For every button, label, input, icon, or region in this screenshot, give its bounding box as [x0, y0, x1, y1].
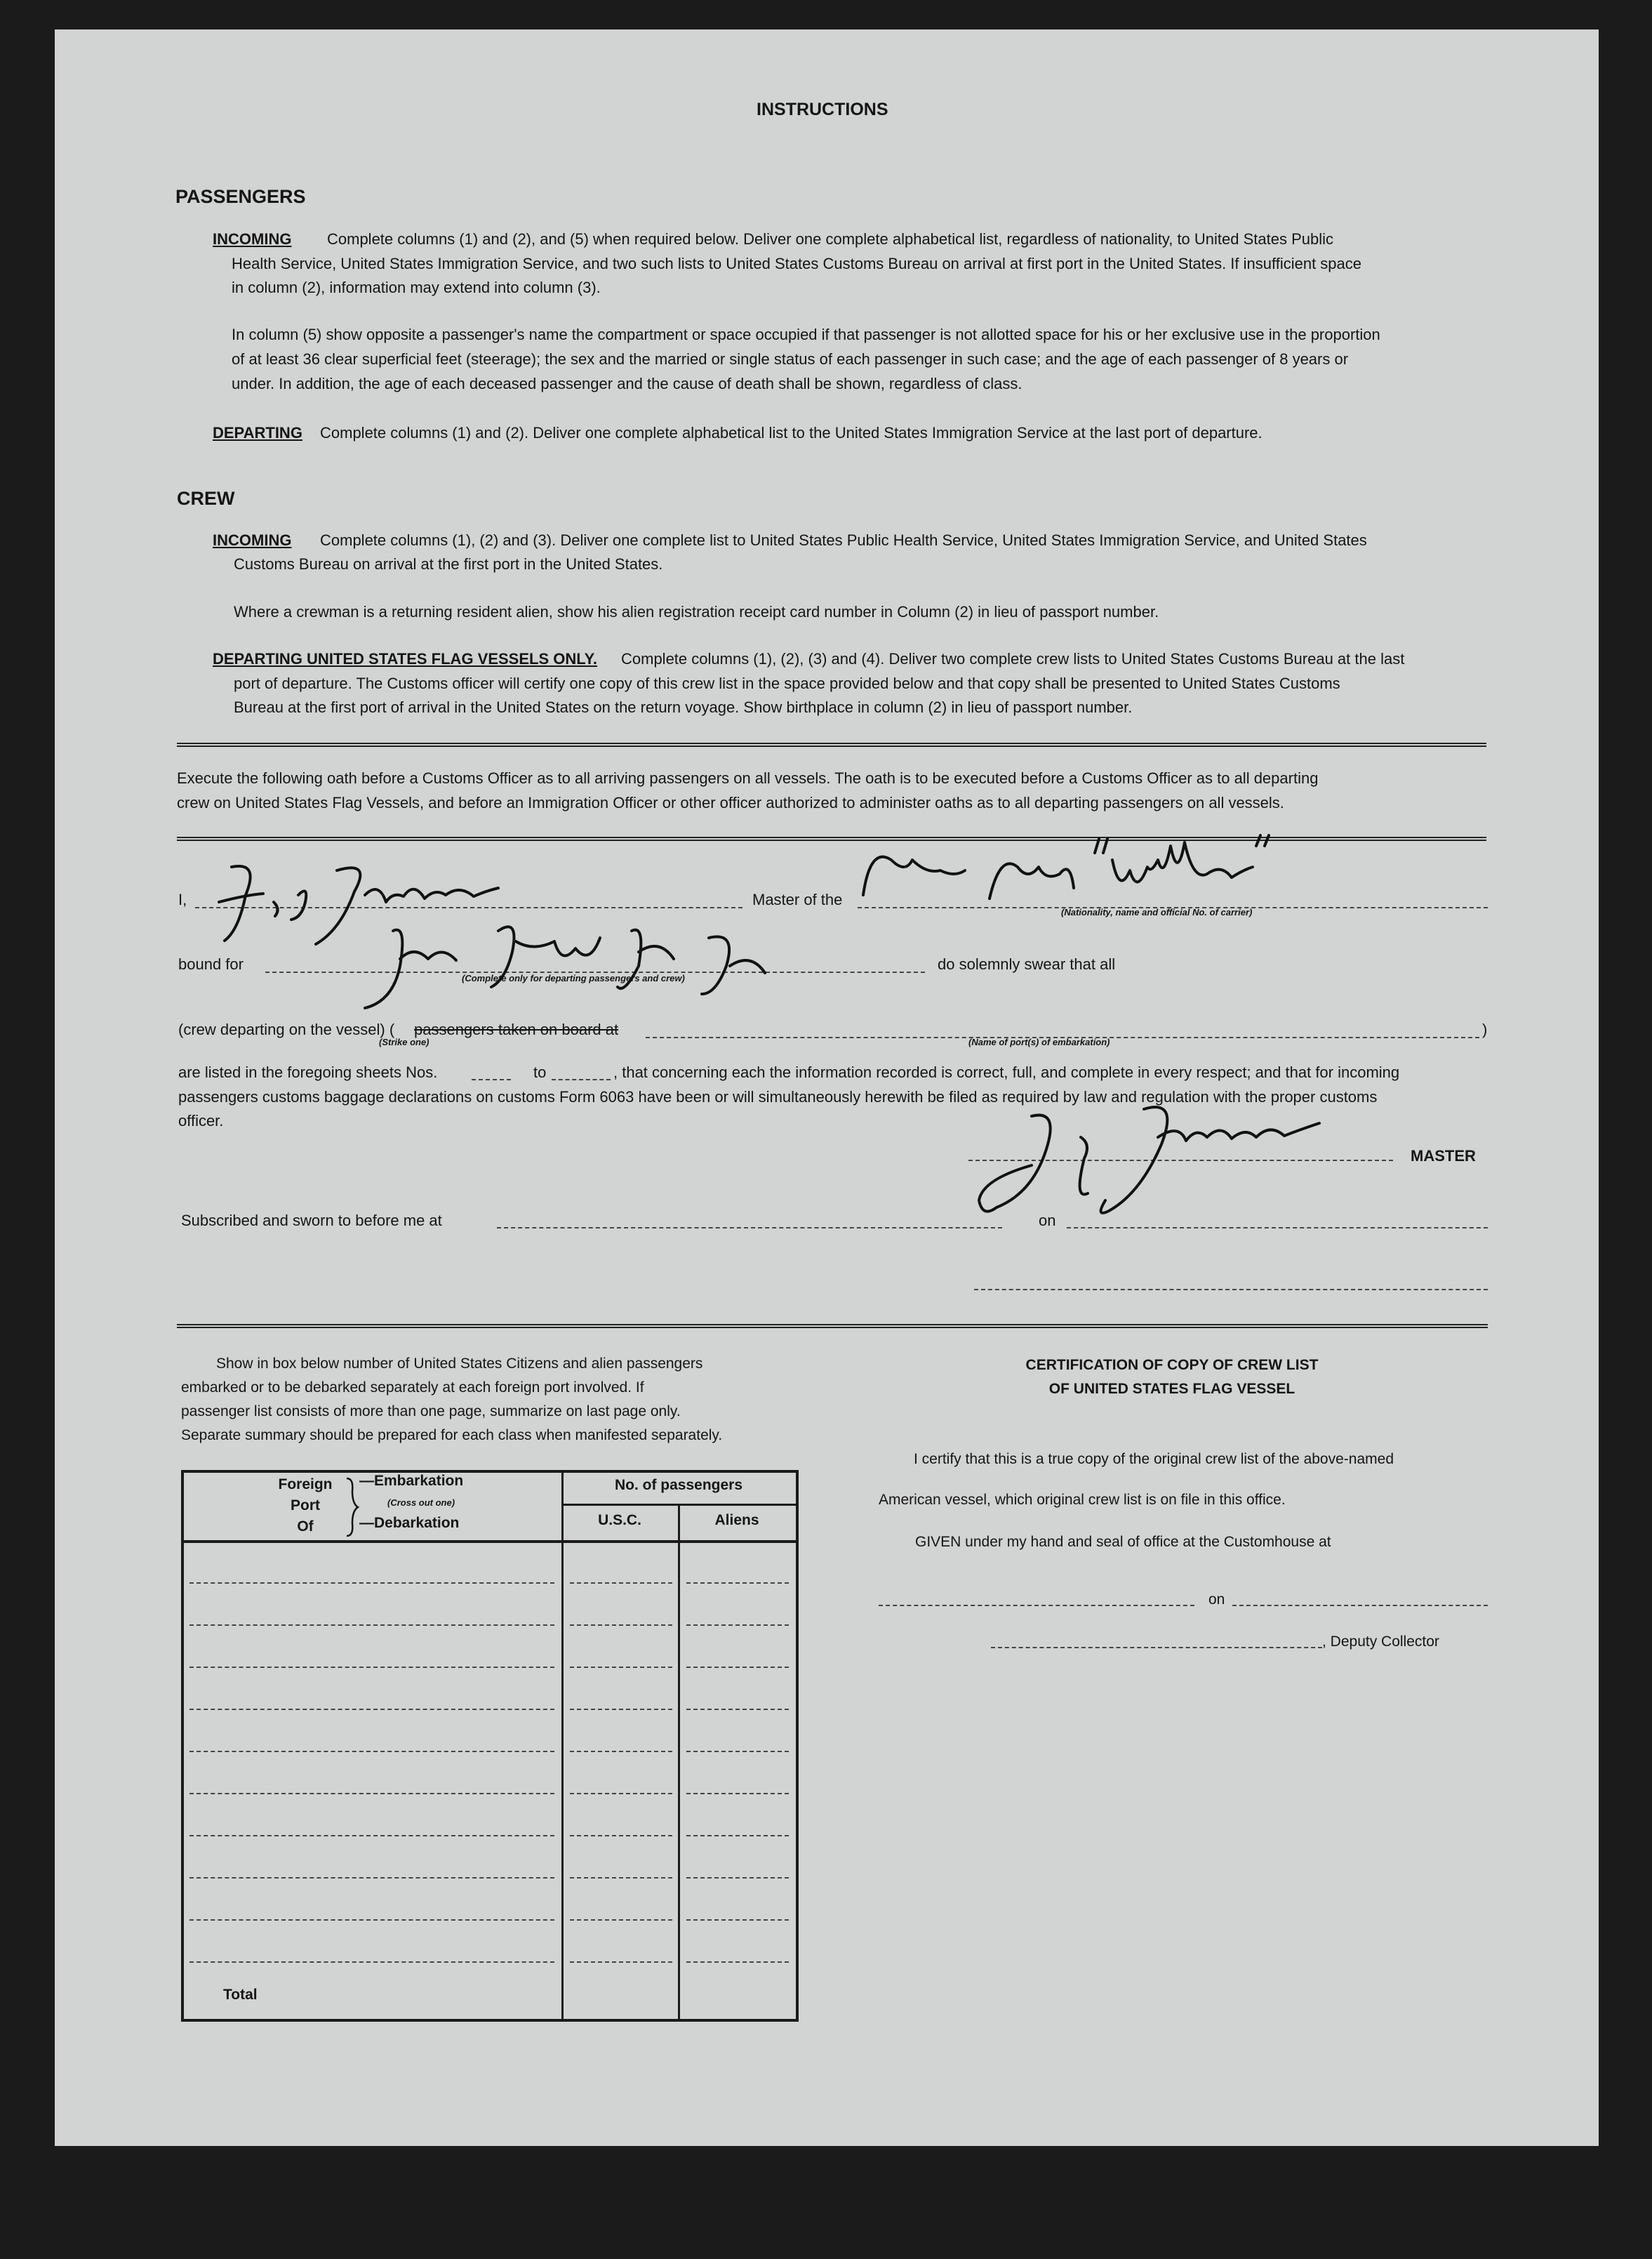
table-row-line[interactable] [189, 1582, 554, 1584]
table-row-line[interactable] [686, 1919, 789, 1921]
table-row-line[interactable] [570, 1751, 672, 1752]
table-divider [561, 1504, 796, 1506]
table-row-line[interactable] [686, 1793, 789, 1794]
crew-departing-text: (crew departing on the vessel) ( [178, 1021, 395, 1038]
sworn-on-text: on [1039, 1212, 1056, 1229]
table-row-line[interactable] [189, 1919, 554, 1921]
customhouse-line[interactable] [879, 1605, 1194, 1606]
aliens-label: Aliens [714, 1512, 759, 1528]
close-paren: ) [1482, 1021, 1488, 1038]
table-row-line[interactable] [570, 1667, 672, 1668]
table-row-line[interactable] [189, 1751, 554, 1752]
master-label: MASTER [1411, 1147, 1476, 1165]
crew-heading: CREW [177, 488, 235, 509]
given-text: GIVEN under my hand and seal of office at the Customhouse at [915, 1534, 1331, 1550]
foreign-port-label: Foreign Port Of [278, 1476, 333, 1535]
oath-rest-line-1: , that concerning each the information recorded is correct, full, and complete in every respect; and that for incoming [613, 1064, 1400, 1081]
table-row-line[interactable] [686, 1961, 789, 1963]
passengers-incoming-line-3: in column (2), information may extend into column (3). [232, 279, 601, 296]
oath-intro-line-1: Execute the following oath before a Customs Officer as to all arriving passengers on all vessels. The oath is to be executed before a Customs Officer as to all departing [177, 769, 1319, 787]
bound-for-label: bound for [178, 955, 244, 973]
subscribed-text: Subscribed and sworn to before me at [181, 1212, 442, 1229]
table-row-line[interactable] [570, 1709, 672, 1710]
summary-line-4: Separate summary should be prepared for each class when manifested separately. [181, 1427, 723, 1443]
to-text: to [533, 1064, 547, 1081]
certification-line-1: I certify that this is a true copy of the original crew list of the above-named [914, 1451, 1394, 1467]
table-row-line[interactable] [570, 1793, 672, 1794]
passengers-taken-text: passengers taken on board at [414, 1021, 619, 1038]
vessel-name-handwriting [849, 832, 1284, 916]
table-row-line[interactable] [570, 1582, 672, 1584]
table-row-line[interactable] [686, 1624, 789, 1626]
table-row-line[interactable] [189, 1667, 554, 1668]
crew-departing-line-3: Bureau at the first port of arrival in the United States on the return voyage. Show birthplace in column (2) in lieu of passport number. [234, 698, 1133, 716]
carrier-caption: (Nationality, name and official No. of carrier) [1061, 907, 1253, 917]
table-row-line[interactable] [686, 1709, 789, 1710]
total-label: Total [223, 1987, 258, 2003]
sheet-from-line[interactable] [472, 1079, 511, 1080]
crew-departing-line-2: port of departure. The Customs officer will certify one copy of this crew list in the space provided below and that copy shall be presented to United States Customs [234, 675, 1340, 692]
certification-title: CERTIFICATION OF COPY OF CREW LIST OF UNITED STATES FLAG VESSEL [1025, 1357, 1319, 1397]
summary-line-3: passenger list consists of more than one page, summarize on last page only. [181, 1403, 681, 1419]
crew-departing-line-1: Complete columns (1), (2), (3) and (4). Deliver two complete crew lists to United States Customs Bureau at the last [621, 650, 1405, 668]
oath-intro-line-2: crew on United States Flag Vessels, and before an Immigration Officer or other officer authorized to administer oaths as to all departing passengers on all vessels. [177, 794, 1284, 811]
crew-incoming-label: INCOMING [213, 531, 292, 549]
table-row-line[interactable] [570, 1919, 672, 1921]
deputy-signature-line[interactable] [991, 1647, 1322, 1648]
deputy-collector-text: , Deputy Collector [1322, 1634, 1439, 1650]
section-divider [177, 837, 1486, 841]
summary-line-1: Show in box below number of United States Citizens and alien passengers [216, 1356, 703, 1372]
passengers-heading: PASSENGERS [175, 186, 306, 207]
section-divider [177, 1324, 1488, 1328]
table-row-line[interactable] [189, 1624, 554, 1626]
bound-for-handwriting [344, 910, 821, 1015]
table-row-line[interactable] [570, 1961, 672, 1963]
table-divider [678, 1505, 680, 2019]
table-header-rule [181, 1540, 796, 1543]
certification-on-text: on [1208, 1591, 1225, 1608]
section-divider [177, 743, 1486, 747]
column5-line-3: under. In addition, the age of each deceased passenger and the cause of death shall be shown, regardless of class. [232, 375, 1022, 392]
crew-incoming-line-2: Customs Bureau on arrival at the first port in the United States. [234, 555, 663, 573]
passengers-incoming-label: INCOMING [213, 230, 292, 248]
master-signature [968, 1095, 1333, 1228]
table-row-line[interactable] [686, 1877, 789, 1879]
table-row-line[interactable] [189, 1961, 554, 1963]
embark-caption: (Name of port(s) of embarkation) [968, 1037, 1110, 1047]
table-row-line[interactable] [686, 1835, 789, 1836]
passengers-incoming-line-2: Health Service, United States Immigration Service, and two such lists to United States Customs Bureau on arrival at first port in the United States. If insufficient space [232, 255, 1362, 272]
table-row-line[interactable] [686, 1751, 789, 1752]
crew-incoming-line-1: Complete columns (1), (2) and (3). Deliver one complete list to United States Public Health Service, United States Immigration Service, and United States [320, 531, 1367, 549]
oath-rest-line-2: passengers customs baggage declarations on customs Form 6063 have been or will simultaneously herewith be filed as required by law and regulation with the proper customs [178, 1088, 1378, 1106]
certification-date-line[interactable] [1232, 1605, 1488, 1606]
table-row-line[interactable] [570, 1624, 672, 1626]
sworn-place-line[interactable] [497, 1227, 1002, 1228]
page-title: INSTRUCTIONS [757, 100, 888, 119]
master-of-label: Master of the [752, 891, 843, 908]
table-row-line[interactable] [189, 1877, 554, 1879]
summary-line-2: embarked or to be debarked separately at each foreign port involved. If [181, 1379, 644, 1396]
table-divider [561, 1470, 564, 2019]
crew-departing-label: DEPARTING UNITED STATES FLAG VESSELS ONLY. [213, 650, 598, 668]
oath-rest-line-3: officer. [178, 1112, 224, 1130]
officer-signature-line[interactable] [974, 1289, 1488, 1290]
table-row-line[interactable] [686, 1582, 789, 1584]
crew-resident-text: Where a crewman is a returning resident alien, show his alien registration receipt card number in Column (2) in lieu of passport number. [234, 603, 1159, 621]
table-row-line[interactable] [189, 1835, 554, 1836]
passenger-summary-table [181, 1470, 799, 2022]
strike-caption: (Strike one) [379, 1037, 429, 1047]
table-row-line[interactable] [570, 1835, 672, 1836]
usc-label: U.S.C. [598, 1512, 641, 1528]
brace-icon [344, 1476, 361, 1539]
swear-text: do solemnly swear that all [938, 955, 1116, 973]
column5-line-1: In column (5) show opposite a passenger's name the compartment or space occupied if that passenger is not allotted space for his or her exclusive use in the proportion [232, 326, 1380, 343]
table-row-line[interactable] [189, 1709, 554, 1710]
embarkation-label: —Embarkation [359, 1473, 464, 1489]
passengers-incoming-line-1: Complete columns (1) and (2), and (5) when required below. Deliver one complete alphabetical list, regardless of nationality, to United States Public [327, 230, 1334, 248]
table-row-line[interactable] [570, 1877, 672, 1879]
complete-caption: (Complete only for departing passengers and crew) [462, 973, 685, 983]
passengers-departing-text: Complete columns (1) and (2). Deliver one complete alphabetical list to the United States Immigration Service at the last port of departure. [320, 424, 1263, 442]
table-row-line[interactable] [189, 1793, 554, 1794]
passengers-departing-label: DEPARTING [213, 424, 302, 442]
debarkation-label: —Debarkation [359, 1515, 460, 1531]
table-row-line[interactable] [686, 1667, 789, 1668]
certification-line-2: American vessel, which original crew list is on file in this office. [879, 1492, 1286, 1508]
cross-out-caption: (Cross out one) [387, 1497, 455, 1508]
no-passengers-label: No. of passengers [614, 1477, 743, 1493]
listed-text: are listed in the foregoing sheets Nos. [178, 1064, 438, 1081]
column5-line-2: of at least 36 clear superficial feet (steerage); the sex and the married or single status of each passenger in such case; and the age of each passenger of 8 years or [232, 350, 1349, 368]
sheet-to-line[interactable] [552, 1079, 611, 1080]
i-label: I, [178, 891, 187, 908]
